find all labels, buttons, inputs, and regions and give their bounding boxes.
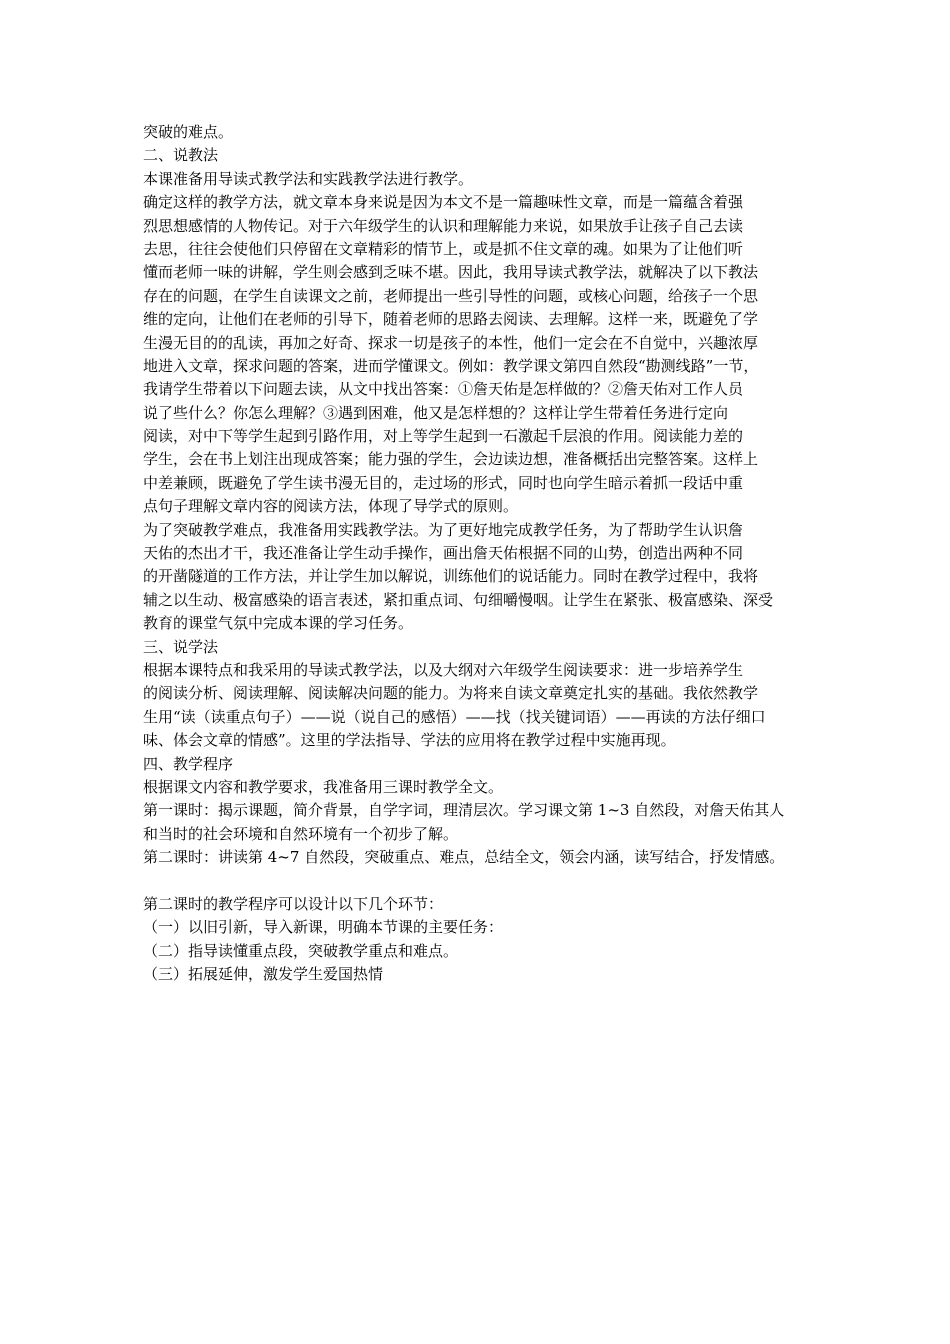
text-line: 教育的课堂气氛中完成本课的学习任务。	[143, 614, 414, 633]
text-line: 根据课文内容和教学要求，我准备用三课时教学全文。	[143, 777, 504, 796]
text-line: 第一课时：揭示课题，简介背景，自学字词，理清层次。学习课文第 1~3 自然段，对詹天佑其人	[143, 801, 785, 820]
blank-line	[143, 870, 813, 893]
text-line: 的开凿隧道的工作方法，并让学生加以解说，训练他们的说话能力。同时在教学过程中，我将	[143, 567, 759, 586]
text-line: 根据本课特点和我采用的导读式教学法，以及大纲对六年级学生阅读要求：进一步培养学生	[143, 660, 744, 679]
text-line: 学生，会在书上划注出现成答案；能力强的学生，会边读边想，准备概括出完整答案。这样上	[143, 450, 759, 469]
text-line: 的阅读分析、阅读理解、阅读解决问题的能力。为将来自读文章奠定扎实的基础。我依然教学	[143, 684, 759, 703]
text-line: 辅之以生动、极富感染的语言表述，紧扣重点词、句细嚼慢咽。让学生在紧张、极富感染、深受	[143, 590, 774, 609]
text-line: 点句子理解文章内容的阅读方法，体现了导学式的原则。	[143, 497, 519, 516]
text-line: 第二课时：讲读第 4~7 自然段，突破重点、难点，总结全文，领会内涵，读写结合，抒发情感。	[143, 848, 785, 867]
list-item: （三）拓展延伸，激发学生爱国热情	[143, 965, 384, 984]
text-line: 突破的难点。	[143, 123, 234, 141]
text-line: 味、体会文章的情感”。这里的学法指导、学法的应用将在教学过程中实施再现。	[143, 731, 676, 750]
text-line: 本课准备用导读式教学法和实践教学法进行教学。	[143, 169, 474, 188]
list-item: （二）指导读懂重点段，突破教学重点和难点。	[143, 941, 459, 960]
text-line: 确定这样的教学方法，就文章本身来说是因为本文不是一篇趣味性文章，而是一篇蕴含着强	[143, 193, 744, 212]
section-heading-teaching-procedure: 四、教学程序	[143, 754, 234, 773]
text-line: 存在的问题，在学生自读课文之前，老师提出一些引导性的问题，或核心问题，给孩子一个思	[143, 286, 759, 305]
text-line: 和当时的社会环境和自然环境有一个初步了解。	[143, 824, 459, 843]
list-item: （一）以旧引新，导入新课，明确本节课的主要任务：	[143, 918, 504, 937]
text-line: 维的定向，让他们在老师的引导下，随着老师的思路去阅读、去理解。这样一来，既避免了学	[143, 310, 759, 329]
section-heading-teaching-methods: 二、说教法	[143, 146, 219, 165]
section-heading-learning-methods: 三、说学法	[143, 637, 219, 656]
text-line: 为了突破教学难点，我准备用实践教学法。为了更好地完成教学任务，为了帮助学生认识詹	[143, 520, 744, 539]
text-line: 地进入文章，探求问题的答案，进而学懂课文。例如：教学课文第四自然段“勘测线路”一节，	[143, 356, 759, 375]
text-line: 去思，往往会使他们只停留在文章精彩的情节上，或是抓不住文章的魂。如果为了让他们听	[143, 239, 744, 258]
text-line: 烈思想感情的人物传记。对于六年级学生的认识和理解能力来说，如果放手让孩子自己去读	[143, 216, 744, 235]
text-line: 阅读，对中下等学生起到引路作用，对上等学生起到一石激起千层浪的作用。阅读能力差的	[143, 427, 744, 446]
text-line: 懂而老师一味的讲解，学生则会感到乏味不堪。因此，我用导读式教学法，就解决了以下教法	[143, 263, 759, 282]
text-line: 生漫无目的的乱读，再加之好奇、探求一切是孩子的本性，他们一定会在不自觉中，兴趣浓厚	[143, 333, 759, 352]
text-line: 我请学生带着以下问题去读，从文中找出答案：①詹天佑是怎样做的？②詹天佑对工作人员	[143, 380, 744, 399]
text-line: 说了些什么？你怎么理解？③遇到困难，他又是怎样想的？这样让学生带着任务进行定向	[143, 403, 729, 422]
text-line: 第二课时的教学程序可以设计以下几个环节：	[143, 894, 444, 913]
text-line: 生用“读（读重点句子）——说（说自己的感悟）——找（找关键词语）——再读的方法仔细口	[143, 707, 766, 726]
text-line: 中差兼顾，既避免了学生读书漫无目的，走过场的形式，同时也向学生暗示着抓一段话中重	[143, 473, 744, 492]
text-line: 天佑的杰出才干，我还准备让学生动手操作，画出詹天佑根据不同的山势，创造出两种不同	[143, 544, 744, 563]
document-body	[143, 121, 813, 986]
